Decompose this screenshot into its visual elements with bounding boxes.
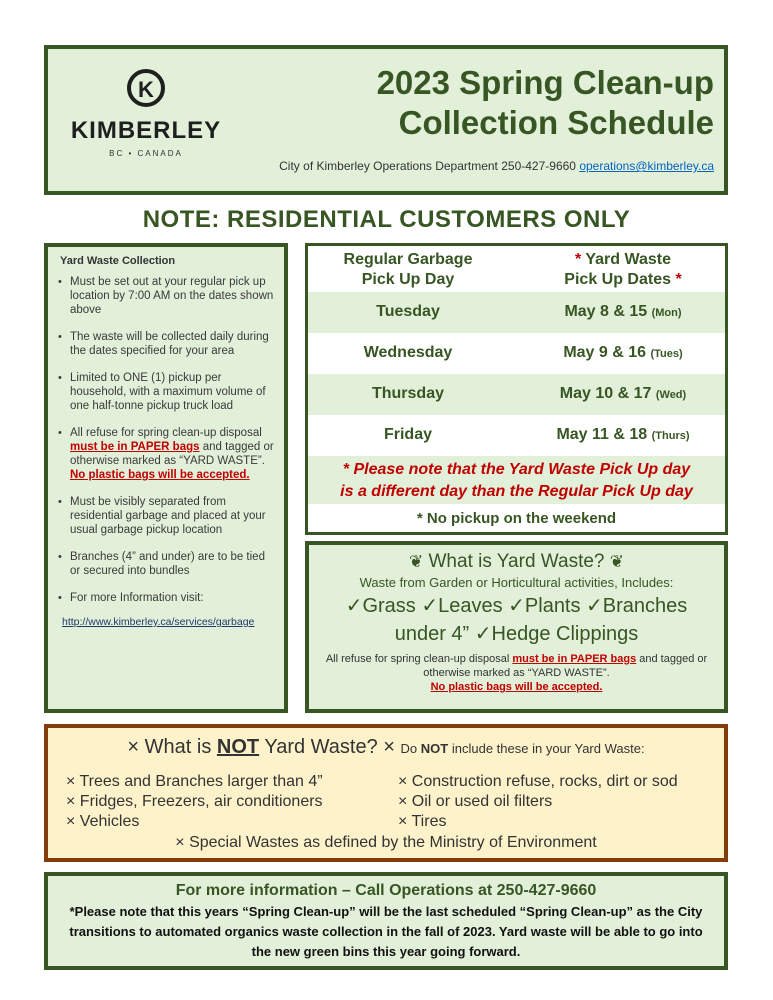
regular-day: Wednesday	[363, 344, 453, 361]
excluded-item: × Oil or used oil filters	[398, 793, 553, 810]
yard-date-text: May 8 & 15	[564, 303, 648, 320]
rule-text: and tagged or otherwise marked as “YARD WASTE”.	[70, 441, 274, 467]
sub-not: NOT	[420, 741, 449, 756]
not-yard-waste-title	[48, 736, 724, 759]
fine-text: and tagged or otherwise marked as “YARD WASTE”.	[423, 653, 708, 679]
rule-text: All refuse for spring clean-up disposal	[70, 427, 262, 439]
different-day-notice	[308, 456, 725, 504]
rule-item: • The waste will be collected daily during the dates specified for your area	[56, 330, 278, 358]
notice-line: is a different day than the Regular Pick Up day	[340, 483, 693, 500]
schedule-row	[308, 415, 725, 456]
excluded-item-special: × Special Wastes as defined by the Ministry of Environment	[175, 834, 597, 851]
title-line-2: Collection Schedule	[398, 104, 714, 141]
col-header-text: Yard Waste	[585, 251, 672, 268]
logo-name: KIMBERLEY	[70, 117, 222, 144]
yard-dates	[523, 385, 723, 403]
sub-text: Do	[400, 741, 418, 756]
leaf-icon: ❦	[609, 552, 625, 571]
rule-item-paper-bags	[56, 426, 278, 482]
title-text: What is	[144, 736, 212, 758]
yard-weekday: (Thurs)	[651, 430, 690, 442]
yard-weekday: (Mon)	[651, 307, 682, 319]
rule-item: • Limited to ONE (1) pickup per household, with a maximum volume of one half-tonne pickup truck load	[56, 371, 278, 413]
contact-email-link[interactable]: operations@kimberley.ca	[579, 159, 714, 173]
sub-text: include these in your Yard Waste:	[451, 741, 645, 756]
not-yard-waste-panel	[44, 724, 728, 862]
what-is-title	[309, 551, 724, 573]
col-header-line: Regular Garbage	[343, 251, 473, 268]
yard-weekday: (Wed)	[655, 389, 687, 401]
yard-waste-collection-panel	[44, 243, 288, 713]
rule-item: • For more Information visit:	[56, 591, 278, 605]
star-marker: *	[574, 251, 582, 268]
footer-title: For more information – Call Operations at 250-427-9660	[175, 882, 597, 899]
excluded-item: × Construction refuse, rocks, dirt or sod	[398, 773, 678, 790]
residential-note: NOTE: RESIDENTIAL CUSTOMERS ONLY	[142, 206, 631, 233]
title-not: NOT	[216, 736, 260, 758]
paper-bags-warning: must be in PAPER bags	[512, 653, 637, 665]
logo-subtitle: BC • CANADA	[109, 149, 183, 158]
excluded-item: × Vehicles	[66, 813, 140, 830]
no-plastic-warning: No plastic bags will be accepted.	[70, 469, 250, 481]
footer-panel	[44, 872, 728, 970]
weekend-notice: * No pickup on the weekend	[416, 510, 617, 527]
contact-text: City of Kimberley Operations Department 250-427-9660	[279, 159, 576, 173]
excluded-item: × Trees and Branches larger than 4”	[66, 773, 323, 790]
what-is-subtitle: Waste from Garden or Horticultural activities, Includes:	[359, 575, 674, 590]
excluded-list-left	[66, 772, 323, 832]
no-plastic-warning: No plastic bags will be accepted.	[430, 681, 603, 693]
yard-date-text: May 9 & 16	[563, 344, 647, 361]
not-subtitle	[401, 741, 645, 756]
schedule-row	[308, 333, 725, 374]
yard-waste-rules	[56, 275, 278, 605]
schedule-row	[308, 292, 725, 333]
col-header-text: Pick Up Dates	[564, 271, 672, 288]
footer-note: *Please note that this years “Spring Clean-up” will be the last scheduled “Spring Clean-up” as the City transitions to automated organics waste collection in the fall of 2023. Yard waste will be able to go into the new green bins this year going forward.	[69, 904, 703, 959]
logo-emblem-icon	[127, 69, 165, 107]
paper-bag-fine-print	[309, 652, 724, 694]
contact-line	[279, 159, 714, 173]
yard-date-text: May 10 & 17	[559, 385, 652, 402]
yard-dates	[523, 344, 723, 362]
kimberley-logo	[66, 69, 226, 158]
col-header-line: Pick Up Day	[361, 271, 455, 288]
cross-icon: ×	[127, 736, 140, 758]
yard-date-text: May 11 & 18	[556, 426, 648, 443]
excluded-item: × Tires	[398, 813, 447, 830]
regular-day: Tuesday	[376, 303, 440, 320]
regular-day: Thursday	[371, 385, 444, 402]
title-line-1: 2023 Spring Clean-up	[376, 64, 714, 101]
yard-weekday: (Tues)	[650, 348, 683, 360]
yard-waste-heading: Yard Waste Collection	[60, 255, 176, 267]
regular-day: Friday	[383, 426, 432, 443]
rule-item: • Must be set out at your regular pick up location by 7:00 AM on the dates shown above	[56, 275, 278, 317]
header-panel	[44, 45, 728, 195]
garbage-info-link[interactable]: http://www.kimberley.ca/services/garbage	[62, 616, 255, 628]
paper-bags-warning: must be in PAPER bags	[70, 441, 200, 453]
col-header-line	[523, 270, 723, 290]
cross-icon: ×	[383, 736, 395, 758]
excluded-item: × Fridges, Freezers, air conditioners	[66, 793, 323, 810]
excluded-list-right	[398, 772, 678, 832]
notice-line: * Please note that the Yard Waste Pick Up day	[342, 461, 691, 478]
title-text: Yard Waste?	[264, 736, 378, 758]
what-is-title-text: What is Yard Waste?	[428, 551, 605, 572]
star-marker: *	[675, 271, 682, 288]
col-header-line	[523, 250, 723, 270]
page-title	[377, 63, 714, 143]
accepted-items-line: ✓Grass ✓Leaves ✓Plants ✓Branches	[345, 595, 688, 617]
accepted-items-line: under 4” ✓Hedge Clippings	[394, 623, 639, 645]
logo-letter: K	[138, 77, 154, 102]
leaf-icon: ❦	[408, 552, 424, 571]
yard-dates	[523, 303, 723, 321]
schedule-header	[308, 246, 725, 292]
rule-item: • Must be visibly separated from residential garbage and placed at your usual garbage pickup location	[56, 495, 278, 537]
schedule-row	[308, 374, 725, 415]
fine-text: All refuse for spring clean-up disposal	[325, 653, 510, 665]
yard-dates	[523, 426, 723, 444]
col-header-regular	[308, 250, 508, 290]
schedule-table	[305, 243, 728, 535]
rule-item: • Branches (4” and under) are to be tied or secured into bundles	[56, 550, 278, 578]
what-is-yard-waste-panel	[305, 541, 728, 713]
col-header-yard	[523, 250, 723, 290]
accepted-items	[309, 592, 724, 648]
